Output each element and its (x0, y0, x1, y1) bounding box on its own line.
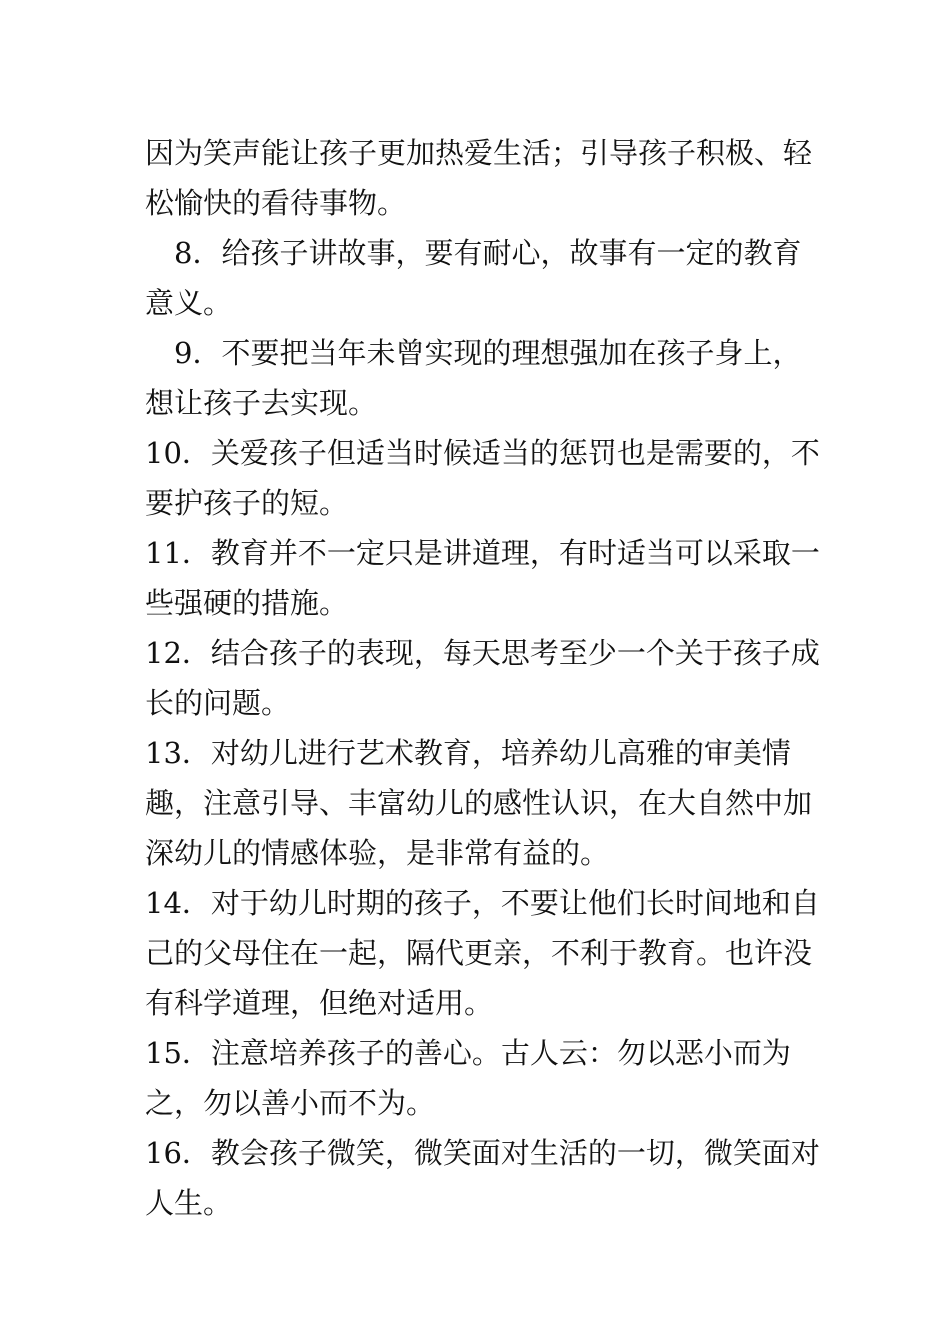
paragraph-item-16: 16．教会孩子微笑，微笑面对生活的一切，微笑面对人生。 (145, 1136, 820, 1220)
paragraph-item-10: 10．关爱孩子但适当时候适当的惩罚也是需要的，不要护孩子的短。 (145, 436, 820, 520)
paragraph-item-9: 9．不要把当年未曾实现的理想强加在孩子身上，想让孩子去实现。 (145, 336, 802, 420)
paragraph-continuation: 因为笑声能让孩子更加热爱生活；引导孩子积极、轻松愉快的看待事物。 (145, 136, 813, 220)
paragraph-item-11: 11．教育并不一定只是讲道理，有时适当可以采取一些强硬的措施。 (145, 536, 820, 620)
paragraph-item-8: 8．给孩子讲故事，要有耐心，故事有一定的教育意义。 (145, 236, 802, 320)
paragraph-item-14: 14．对于幼儿时期的孩子，不要让他们长时间地和自己的父母住在一起，隔代更亲，不利于教育。也许没有科学道理，但绝对适用。 (145, 886, 820, 1020)
paragraph-item-13: 13．对幼儿进行艺术教育，培养幼儿高雅的审美情趣，注意引导、丰富幼儿的感性认识，在大自然中加深幼儿的情感体验，是非常有益的。 (145, 736, 813, 870)
paragraph-item-15: 15．注意培养孩子的善心。古人云：勿以恶小而为之，勿以善小而不为。 (145, 1036, 791, 1120)
paragraph-item-12: 12．结合孩子的表现，每天思考至少一个关于孩子成长的问题。 (145, 636, 820, 720)
document-body (145, 128, 825, 1228)
